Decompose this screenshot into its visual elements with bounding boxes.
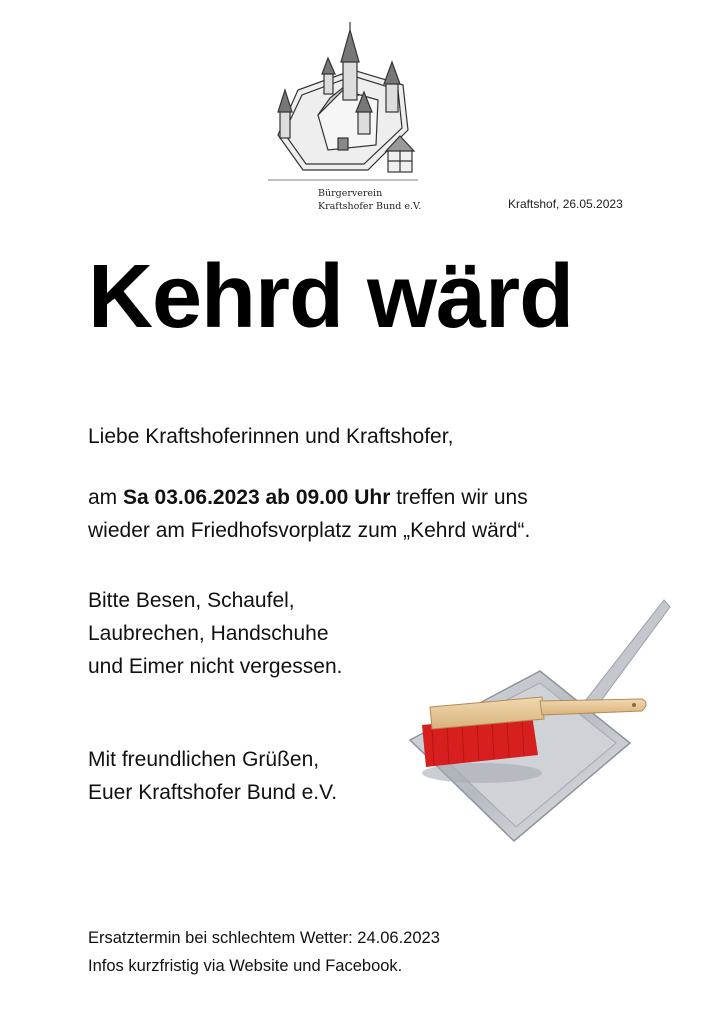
brush-and-dustpan-icon	[402, 595, 674, 845]
invitation-pre: am	[88, 486, 124, 509]
invitation-post: treffen wir uns	[390, 486, 528, 509]
brush-and-dustpan-illustration	[402, 595, 674, 845]
reminder-paragraph	[88, 584, 342, 683]
reminder-line: Laubrechen, Handschuhe	[88, 622, 329, 645]
reminder-line: Bitte Besen, Schaufel,	[88, 589, 295, 612]
logo-text	[318, 187, 421, 213]
document-date: Kraftshof, 26.05.2023	[508, 197, 623, 211]
logo-line-2: Kraftshofer Bund e.V.	[318, 201, 422, 212]
footer-notice	[88, 924, 440, 980]
reminder-line: und Eimer nicht vergessen.	[88, 655, 343, 678]
footer-line: Ersatztermin bei schlechtem Wetter: 24.06.2023	[88, 929, 440, 947]
closing-line: Mit freundlichen Grüßen,	[88, 748, 320, 771]
page-title: Kehrd wärd	[88, 247, 574, 347]
footer-line: Infos kurzfristig via Website und Facebook.	[88, 957, 403, 975]
event-datetime: Sa 03.06.2023 ab 09.00 Uhr	[123, 486, 391, 509]
invitation-line-2: wieder am Friedhofsvorplatz zum „Kehrd wärd“.	[88, 519, 531, 542]
fortified-church-icon	[258, 20, 428, 190]
greeting: Liebe Kraftshoferinnen und Kraftshofer,	[88, 425, 454, 448]
invitation-paragraph	[88, 481, 530, 547]
invitation-line-1	[88, 481, 530, 514]
closing-line: Euer Kraftshofer Bund e.V.	[88, 781, 338, 804]
logo-line-1: Bürgerverein	[318, 188, 383, 199]
closing-paragraph	[88, 743, 337, 809]
club-logo	[258, 20, 428, 215]
